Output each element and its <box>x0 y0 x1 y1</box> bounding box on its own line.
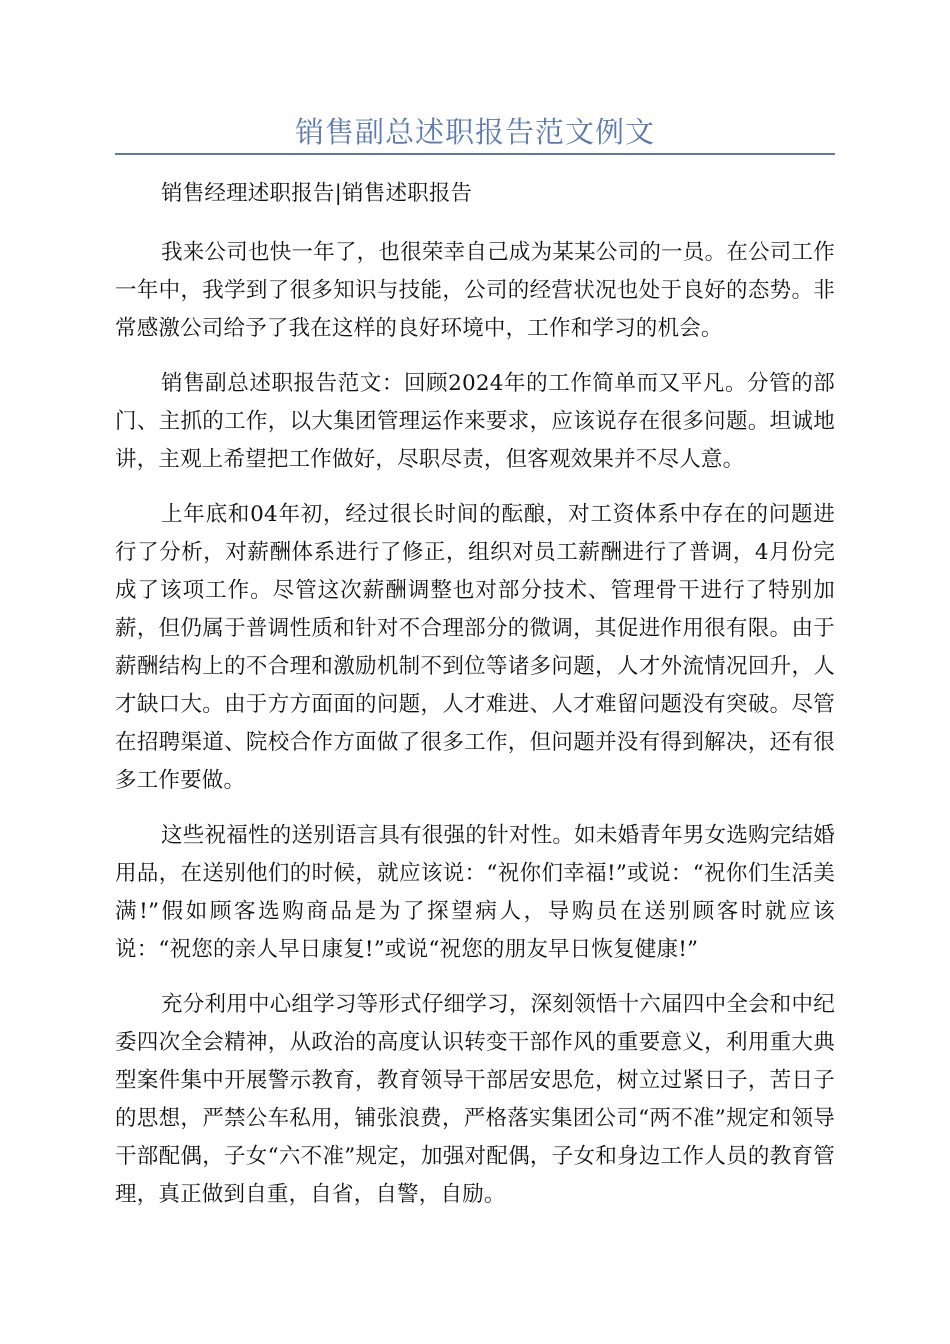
document-body <box>115 175 835 1231</box>
title-underline <box>115 153 835 155</box>
paragraph-salary: 上年底和04年初，经过很长时间的酝酿，对工资体系中存在的问题进行了分析，对薪酬体系进行了修正，组织对员工薪酬进行了普调，4月份完成了该项工作。尽管这次薪酬调整也对部分技术、管理骨干进行了特别加薪，但仍属于普调性质和针对不合理部分的微调，其促进作用很有限。由于薪酬结构上的不合理和激励机制不到位等诸多问题，人才外流情况回升，人才缺口大。由于方方面面的问题，人才难进、人才难留问题没有突破。尽管在招聘渠道、院校合作方面做了很多工作，但问题并没有得到解决，还有很多工作要做。 <box>115 502 835 793</box>
paragraph-intro: 我来公司也快一年了，也很荣幸自己成为某某公司的一员。在公司工作一年中，我学到了很多知识与技能，公司的经营状况也处于良好的态势。非常感激公司给予了我在这样的良好环境中，工作和学习的机会。 <box>115 240 835 341</box>
document-title: 销售副总述职报告范文例文 <box>294 115 655 149</box>
paragraph-review: 销售副总述职报告范文：回顾2024年的工作简单而又平凡。分管的部门、主抓的工作，以大集团管理运作来要求，应该说存在很多问题。坦诚地讲，主观上希望把工作做好，尽职尽责，但客观效果并不尽人意。 <box>115 371 835 472</box>
paragraph-farewell: 这些祝福性的送别语言具有很强的针对性。如未婚青年男女选购完结婚用品，在送别他们的时候，就应该说：“祝你们幸福!”或说：“祝你们生活美满!”假如顾客选购商品是为了探望病人，导购员在送别顾客时就应该说：“祝您的亲人早日康复!”或说“祝您的朋友早日恢复健康!” <box>115 823 835 962</box>
paragraph-subtitle: 销售经理述职报告|销售述职报告 <box>161 181 473 206</box>
paragraph-study: 充分利用中心组学习等形式仔细学习，深刻领悟十六届四中全会和中纪委四次全会精神，从政治的高度认识转变干部作风的重要意义，利用重大典型案件集中开展警示教育，教育领导干部居安思危，树立过紧日子，苦日子的思想，严禁公车私用，铺张浪费，严格落实集团公司“两不准”规定和领导干部配偶，子女“六不准”规定，加强对配偶，子女和身边工作人员的教育管理，真正做到自重，自省，自警，自励。 <box>115 992 835 1207</box>
